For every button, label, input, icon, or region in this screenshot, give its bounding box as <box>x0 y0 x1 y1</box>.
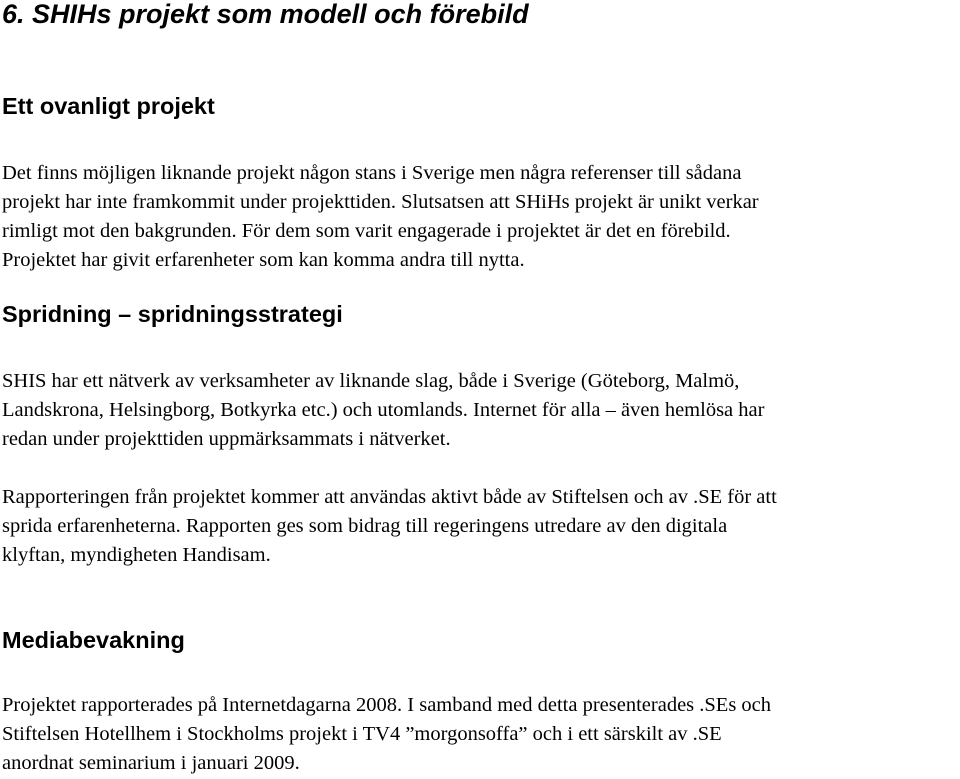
paragraph-spridning-rapportering <box>2 483 960 570</box>
paragraph-line: Projektet har givit erfarenheter som kan komma andra till nytta. <box>2 249 525 271</box>
paragraph-ovanligt-projekt <box>2 159 960 275</box>
paragraph-line: projekt har inte framkommit under projekttiden. Slutsatsen att SHiHs projekt är unikt verkar <box>2 191 759 213</box>
section-title-spridning: Spridning – spridningsstrategi <box>2 301 343 327</box>
paragraph-line: Rapporteringen från projektet kommer att användas aktivt både av Stiftelsen och av .SE för att <box>2 486 777 508</box>
paragraph-line: sprida erfarenheterna. Rapporten ges som bidrag till regeringens utredare av den digitala <box>2 515 728 537</box>
paragraph-spridning-natverk <box>2 367 960 454</box>
paragraph-line: klyftan, myndigheten Handisam. <box>2 544 271 566</box>
chapter-heading: 6. SHIHs projekt som modell och förebild <box>2 0 529 29</box>
paragraph-line: Stiftelsen Hotellhem i Stockholms projekt i TV4 ”morgonsoffa” och i ett särskilt av .SE <box>2 723 722 745</box>
paragraph-line: Projektet rapporterades på Internetdagarna 2008. I samband med detta presenterades .SEs och <box>2 694 772 716</box>
paragraph-line: rimligt mot den bakgrunden. För dem som varit engagerade i projektet är det en förebild. <box>2 220 731 242</box>
section-title-mediabevakning: Mediabevakning <box>2 627 185 653</box>
section-title-ett-ovanligt-projekt: Ett ovanligt projekt <box>2 93 215 119</box>
paragraph-line: redan under projekttiden uppmärksammats i nätverket. <box>2 428 451 450</box>
paragraph-mediabevakning <box>2 691 960 778</box>
paragraph-line: anordnat seminarium i januari 2009. <box>2 752 300 774</box>
paragraph-line: Landskrona, Helsingborg, Botkyrka etc.) och utomlands. Internet för alla – även hemlösa har <box>2 399 765 421</box>
paragraph-line: SHIS har ett nätverk av verksamheter av liknande slag, både i Sverige (Göteborg, Malmö, <box>2 370 740 392</box>
paragraph-line: Det finns möjligen liknande projekt någon stans i Sverige men några referenser till sådana <box>2 162 742 184</box>
